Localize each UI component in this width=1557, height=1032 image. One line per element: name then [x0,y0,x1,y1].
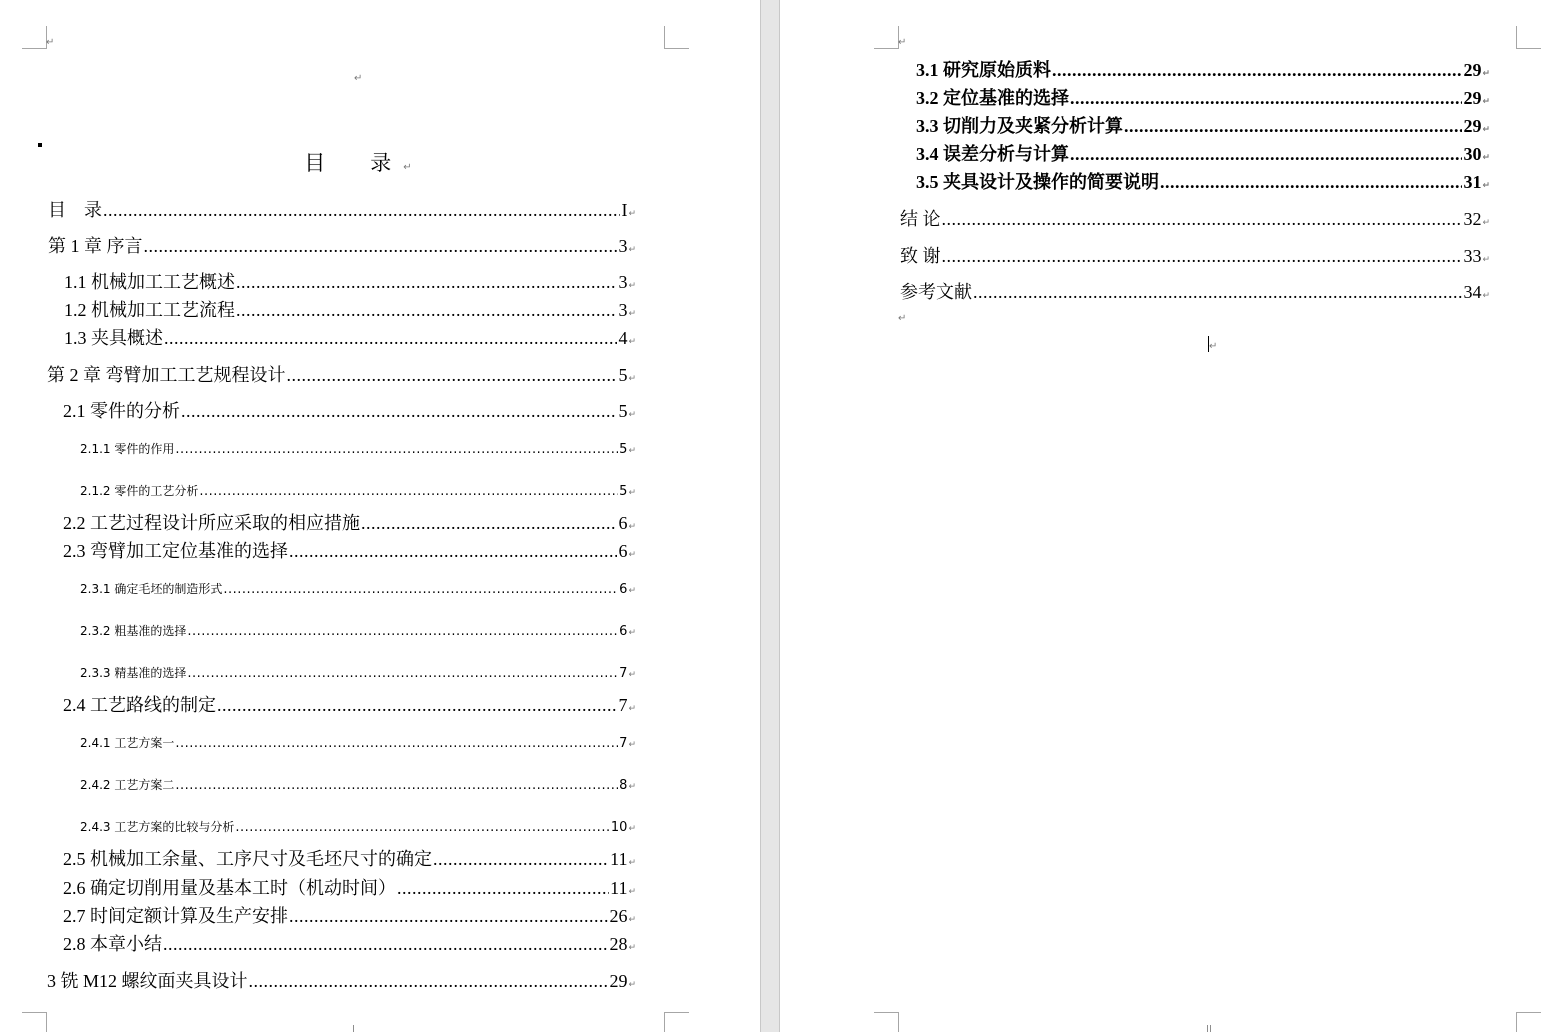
toc-entry-label: 3 铣 M12 螺纹面夹具设计 [47,971,248,991]
crop-mark [1516,1012,1541,1032]
toc-page-number: 32 [1463,209,1482,229]
paragraph-mark: ↵ [628,309,636,319]
toc-page-number: 6 [619,582,628,597]
paragraph-mark: ↵ [354,73,363,84]
paragraph-mark: ↵ [628,209,636,219]
paragraph-mark: ↵ [1482,69,1490,79]
paragraph-mark: ↵ [898,313,907,324]
toc-page-number: 29 [609,971,628,991]
toc-page-number: 7 [618,695,628,715]
paragraph-mark: ↵ [46,37,55,48]
toc-page-number: 5 [619,484,628,499]
toc-leader-dots [942,209,1463,230]
page-number: I [352,1024,355,1032]
toc-page-number: 3 [618,236,628,256]
toc-entry[interactable] [64,268,636,294]
toc-entry-label: 1.3 夹具概述 [64,328,163,348]
toc-page-number: 5 [619,442,628,457]
toc-page-number: 29 [1463,88,1482,108]
toc-page-number: 5 [618,401,628,421]
paragraph-mark: ↵ [1482,97,1490,107]
toc-leader-dots [1070,144,1462,165]
toc-entry[interactable] [63,691,636,717]
toc-entry-label: 1.2 机械加工工艺流程 [64,300,235,320]
toc-entry-label: 2.7 时间定额计算及生产安排 [63,906,288,926]
toc-entry[interactable] [916,56,1490,82]
paragraph-mark: ↵ [1209,341,1218,352]
toc-page-number: 29 [1463,116,1482,136]
toc-leader-dots [175,442,618,457]
toc-entry[interactable] [64,296,636,322]
paragraph-mark: ↵ [628,550,636,560]
toc-entry-label: 第 1 章 序言 [48,236,143,256]
toc-entry[interactable] [80,734,636,751]
toc-entry[interactable] [80,440,636,457]
paragraph-mark: ↵ [1482,125,1490,135]
toc-entry[interactable] [916,168,1490,194]
toc-entry[interactable] [916,112,1490,138]
toc-entry[interactable] [63,509,636,535]
toc-entry[interactable] [47,361,636,387]
toc-page-number: 6 [618,541,628,561]
toc-title [0,147,716,177]
toc-entry[interactable] [80,664,636,681]
toc-entry-label: 2.6 确定切削用量及基本工时（机动时间） [63,878,396,898]
toc-entry-label: 目 录 [48,200,102,220]
toc-leader-dots [235,820,610,835]
toc-entry-label: 2.3.2 粗基准的选择 [80,624,187,638]
toc-entry[interactable] [63,397,636,423]
toc-entry-label: 3.3 切削力及夹紧分析计算 [916,116,1123,136]
toc-page-number: 7 [619,736,628,751]
toc-page-number: 33 [1463,246,1482,266]
toc-leader-dots [217,695,617,716]
toc-page-number: 8 [619,778,628,793]
toc-leader-dots [1070,88,1462,109]
toc-entry[interactable] [900,242,1490,268]
crop-mark [664,26,689,49]
toc-entry[interactable] [47,967,636,993]
toc-page-number: 6 [618,513,628,533]
toc-entry-label: 3.2 定位基准的选择 [916,88,1069,108]
toc-entry[interactable] [916,84,1490,110]
toc-leader-dots [397,878,609,899]
paragraph-mark: ↵ [628,943,636,953]
toc-entry[interactable] [63,845,636,871]
toc-leader-dots [289,541,617,562]
toc-entry-label: 1.1 机械加工工艺概述 [64,272,235,292]
toc-entry[interactable] [48,196,636,222]
paragraph-mark: ↵ [403,162,412,173]
toc-entry[interactable] [63,874,636,900]
toc-leader-dots [187,666,618,681]
toc-leader-dots [175,778,618,793]
toc-leader-dots [144,236,618,257]
toc-page-number: 28 [609,934,628,954]
paragraph-mark: ↵ [1482,255,1490,265]
toc-page-number: 29 [1463,60,1482,80]
toc-leader-dots [181,401,617,422]
toc-leader-dots [175,736,618,751]
toc-entry[interactable] [48,232,636,258]
crop-mark [1516,26,1541,49]
paragraph-mark: ↵ [1482,153,1490,163]
paragraph-mark: ↵ [628,488,636,498]
toc-page-number: I [621,200,628,220]
toc-page-number: 10 [610,820,628,835]
toc-entry[interactable] [63,930,636,956]
crop-mark [874,26,899,49]
paragraph-mark: ↵ [628,782,636,792]
toc-entry-label: 2.1.1 零件的作用 [80,442,175,456]
toc-entry-label: 2.3.3 精基准的选择 [80,666,187,680]
toc-title-text: 目 录 [304,151,404,175]
toc-leader-dots [187,624,618,639]
crop-mark [874,1012,899,1032]
toc-entry[interactable] [80,580,636,597]
toc-entry[interactable] [916,140,1490,166]
toc-entry[interactable] [80,776,636,793]
toc-leader-dots [223,582,618,597]
toc-page-number: 11 [610,849,628,869]
paragraph-mark: ↵ [628,628,636,638]
toc-leader-dots [163,934,608,955]
toc-leader-dots [236,272,617,293]
toc-entry-label: 2.4.2 工艺方案二 [80,778,175,792]
paragraph-mark: ↵ [628,915,636,925]
toc-page-number: 3 [618,272,628,292]
toc-page-number: 3 [618,300,628,320]
toc-entry[interactable] [64,324,636,350]
toc-entry-label: 3.1 研究原始质料 [916,60,1051,80]
paragraph-mark: ↵ [628,245,636,255]
paragraph-mark: ↵ [1482,291,1490,301]
toc-entry-label: 2.1 零件的分析 [63,401,180,421]
toc-leader-dots [236,300,617,321]
page-number: II [1206,1024,1212,1032]
toc-page-number: 7 [619,666,628,681]
toc-leader-dots [1160,172,1462,193]
toc-leader-dots [103,200,620,221]
toc-entry-label: 2.3.1 确定毛坯的制造形式 [80,582,223,596]
toc-entry-label: 2.1.2 零件的工艺分析 [80,484,199,498]
paragraph-mark: ↵ [898,37,907,48]
toc-entry-label: 3.4 误差分析与计算 [916,144,1069,164]
toc-page-number: 31 [1463,172,1482,192]
toc-leader-dots [199,484,618,499]
toc-page-number: 11 [610,878,628,898]
toc-entry[interactable] [900,205,1490,231]
left-page [0,0,760,1032]
paragraph-mark: ↵ [1482,218,1490,228]
toc-leader-dots [433,849,609,870]
paragraph-mark: ↵ [628,410,636,420]
toc-leader-dots [249,971,609,992]
right-page [780,0,1557,1032]
toc-entry-label: 3.5 夹具设计及操作的简要说明 [916,172,1159,192]
paragraph-mark: ↵ [628,586,636,596]
crop-mark [664,1012,689,1032]
toc-entry-label: 结 论 [900,209,941,229]
paragraph-mark: ↵ [628,337,636,347]
toc-leader-dots [973,282,1462,303]
paragraph-mark: ↵ [628,704,636,714]
paragraph-mark: ↵ [1482,181,1490,191]
toc-entry-label: 参考文献 [900,282,972,302]
crop-mark [22,26,47,49]
toc-entry[interactable] [900,278,1490,304]
page-gutter [760,0,780,1032]
toc-entry-label: 第 2 章 弯臂加工工艺规程设计 [47,365,286,385]
toc-leader-dots [164,328,617,349]
paragraph-mark: ↵ [628,980,636,990]
toc-entry[interactable] [80,818,636,835]
toc-page-number: 26 [609,906,628,926]
toc-page-number: 6 [619,624,628,639]
paragraph-mark: ↵ [628,281,636,291]
paragraph-mark: ↵ [628,740,636,750]
toc-page-number: 30 [1463,144,1482,164]
toc-entry-label: 2.8 本章小结 [63,934,162,954]
toc-page-number: 34 [1463,282,1482,302]
toc-leader-dots [1124,116,1462,137]
toc-entry-label: 2.4.1 工艺方案一 [80,736,175,750]
toc-entry-label: 2.2 工艺过程设计所应采取的相应措施 [63,513,360,533]
toc-leader-dots [361,513,617,534]
toc-page-number: 4 [618,328,628,348]
toc-entry[interactable] [80,482,636,499]
toc-entry-label: 致 谢 [900,246,941,266]
paragraph-mark: ↵ [628,522,636,532]
paragraph-mark: ↵ [628,446,636,456]
toc-entry-label: 2.4.3 工艺方案的比较与分析 [80,820,235,834]
toc-entry-label: 2.5 机械加工余量、工序尺寸及毛坯尺寸的确定 [63,849,432,869]
toc-leader-dots [289,906,608,927]
toc-entry-label: 2.3 弯臂加工定位基准的选择 [63,541,288,561]
toc-entry[interactable] [63,902,636,928]
paragraph-mark: ↵ [628,887,636,897]
paragraph-mark: ↵ [628,858,636,868]
paragraph-mark: ↵ [628,374,636,384]
toc-leader-dots [1052,60,1462,81]
toc-leader-dots [287,365,618,386]
toc-entry[interactable] [80,622,636,639]
toc-entry[interactable] [63,537,636,563]
paragraph-mark: ↵ [628,670,636,680]
paragraph-mark: ↵ [628,824,636,834]
toc-leader-dots [942,246,1463,267]
toc-page-number: 5 [618,365,628,385]
toc-entry-label: 2.4 工艺路线的制定 [63,695,216,715]
crop-mark [22,1012,47,1032]
